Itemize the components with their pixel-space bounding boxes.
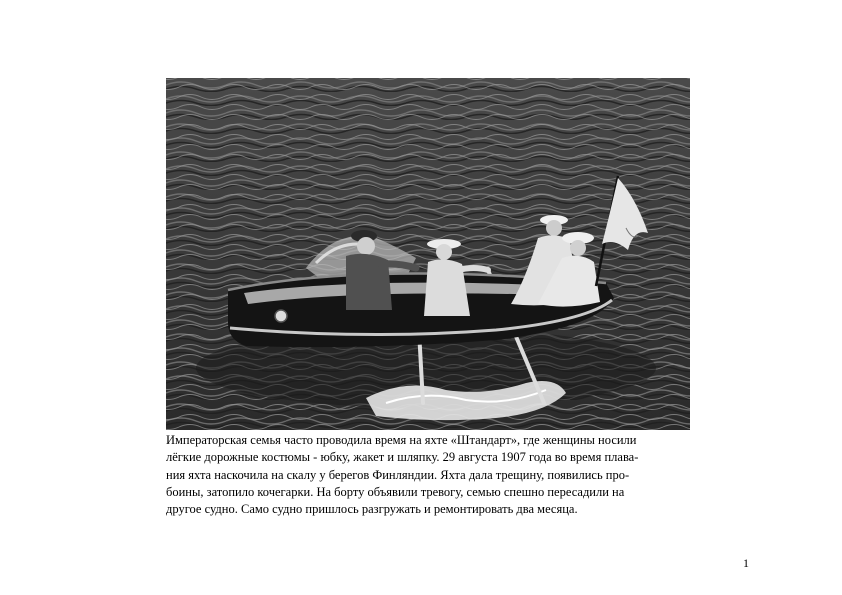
caption-line: лёгкие дорожные костюмы - юбку, жакет и шляпку. 29 августа 1907 года во время плава- <box>166 450 639 465</box>
photo-caption <box>166 432 706 518</box>
photo-boat-on-sea <box>166 78 690 430</box>
caption-line: ния яхта наскочила на скалу у берегов Финляндии. Яхта дала трещину, появились про- <box>166 467 630 482</box>
caption-line: другое судно. Само судно пришлось разгружать и ремонтировать два месяца. <box>166 502 578 517</box>
caption-line: боины, затопило кочегарки. На борту объявили тревогу, семью спешно пересадили на <box>166 484 625 499</box>
page-number: 1 <box>743 556 749 570</box>
historical-photo <box>166 78 690 430</box>
caption-line: Императорская семья часто проводила время на яхте «Штандарт», где женщины носили <box>166 433 637 447</box>
